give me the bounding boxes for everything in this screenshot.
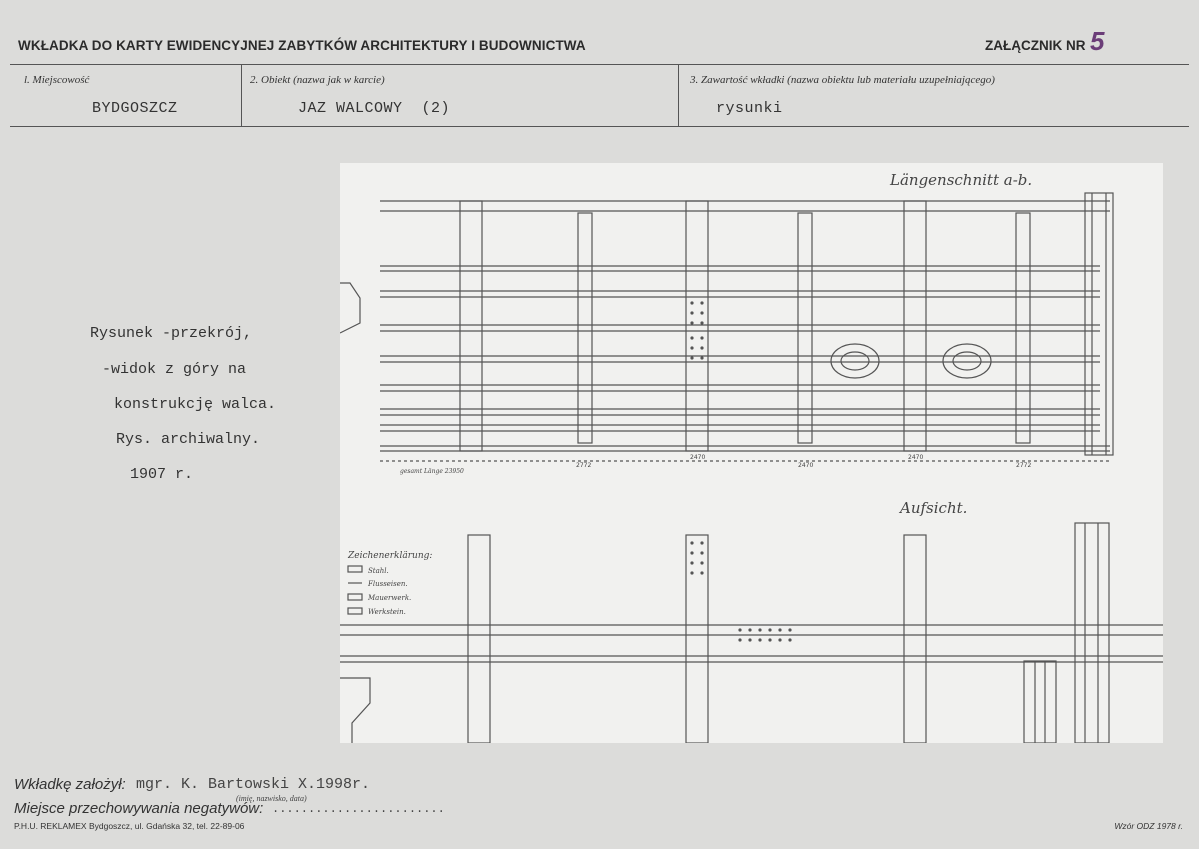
printer-info: P.H.U. REKLAMEX Bydgoszcz, ul. Gdańska 32, tel. 22-89-06 xyxy=(14,821,245,831)
founded-value: mgr. K. Bartowski X.1998r. xyxy=(136,776,371,793)
field-contents-value: rysunki xyxy=(716,100,783,117)
legend-title: Zeichenerklärung: xyxy=(348,551,433,561)
field-locality-label: l. Miejscowość xyxy=(24,74,90,86)
length-note: gesamt Länge 23950 xyxy=(400,468,464,475)
description-line: Rys. archiwalny. xyxy=(116,431,261,448)
field-object-label: 2. Obiekt (nazwa jak w karcie) xyxy=(250,74,385,86)
legend-item: Flusseisen. xyxy=(368,580,408,588)
field-contents-label: 3. Zawartość wkładki (nazwa obiektu lub materiału uzupełniającego) xyxy=(690,74,995,86)
header-rule-bottom xyxy=(10,126,1189,127)
field-locality-value: BYDGOSZCZ xyxy=(92,100,178,117)
description-line: konstrukcję walca. xyxy=(114,396,277,413)
legend-item: Werkstein. xyxy=(368,608,406,616)
annex-number: 5 xyxy=(1090,26,1105,56)
dimension-label: 2772 xyxy=(1016,462,1032,469)
drawing-svg xyxy=(340,163,1163,743)
founded-hint: (imię, nazwisko, data) xyxy=(236,794,307,803)
dimension-label: 2470 xyxy=(798,462,814,469)
annex-label: ZAŁĄCZNIK NR xyxy=(985,38,1086,53)
field-divider xyxy=(678,64,679,126)
storage-value: ........................ xyxy=(272,802,445,816)
section-title: Längenschnitt a-b. xyxy=(890,171,1033,189)
form-title: WKŁADKA DO KARTY EWIDENCYJNEJ ZABYTKÓW ARCHITEKTURY I BUDOWNICTWA xyxy=(18,38,586,53)
storage-label: Miejsce przechowywania negatywów: xyxy=(14,800,264,817)
field-object-value: JAZ WALCOWY (2) xyxy=(298,100,451,117)
legend-item: Stahl. xyxy=(368,567,389,575)
dimension-label: 2470 xyxy=(908,454,924,461)
field-divider xyxy=(241,64,242,126)
form-pattern: Wzór ODZ 1978 r. xyxy=(1114,821,1183,831)
description-line: 1907 r. xyxy=(130,466,194,483)
description-line: Rysunek -przekrój, xyxy=(90,325,253,342)
description-line: -widok z góry na xyxy=(102,361,247,378)
legend-item: Mauerwerk. xyxy=(368,594,412,602)
rivet-pattern xyxy=(690,301,791,641)
header-rule-top xyxy=(10,64,1189,65)
dimension-label: 2470 xyxy=(690,454,706,461)
archival-drawing xyxy=(340,163,1163,743)
dimension-label: 2772 xyxy=(576,462,592,469)
founded-label: Wkładkę założył: xyxy=(14,776,126,793)
plan-title: Aufsicht. xyxy=(900,499,968,517)
